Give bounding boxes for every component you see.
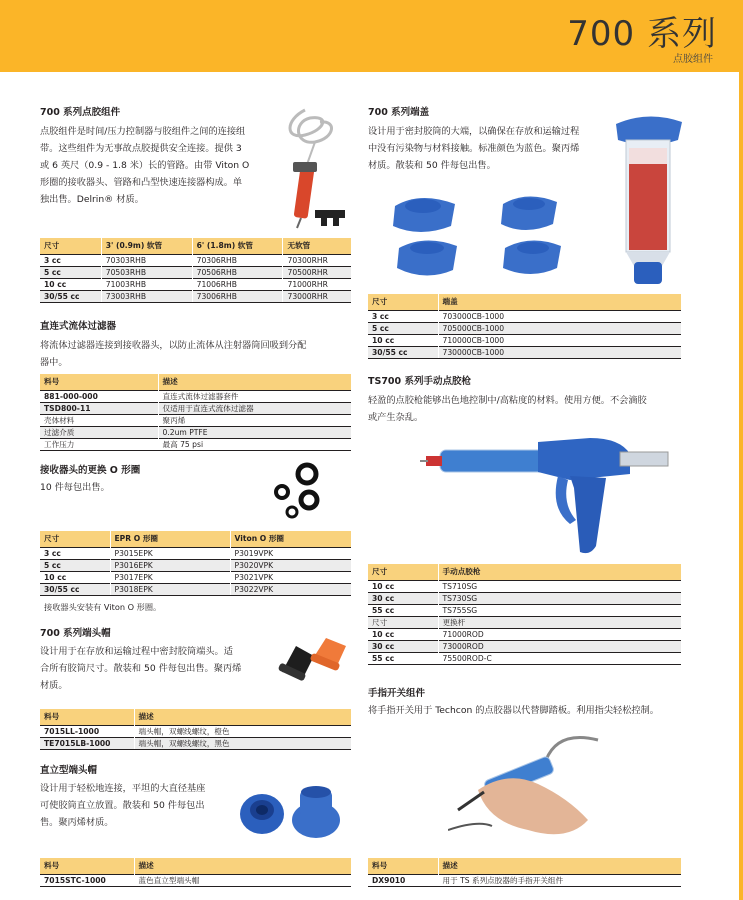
col-header: 尺寸 (40, 531, 110, 547)
col-header: 无软管 (283, 238, 351, 254)
table-row (40, 547, 351, 559)
tip-caps-section (40, 625, 270, 694)
table-cell: P3018EPK (110, 583, 230, 595)
table-row (368, 874, 681, 886)
table-row (40, 571, 351, 583)
dispense-assembly-table (40, 238, 351, 303)
table-cell: 710000CB-1000 (438, 334, 681, 346)
table-row (368, 616, 681, 628)
table-cell: 3 cc (40, 547, 110, 559)
table-cell: 70506RHB (192, 266, 283, 278)
table-cell: 端头帽，双螺线螺纹，黑色 (134, 737, 351, 749)
col-header: 描述 (134, 858, 351, 874)
body-line: 器中。 (40, 357, 68, 368)
finger-switch-section (368, 685, 708, 719)
col-header: 尺寸 (368, 564, 438, 580)
body-line: 将手指开关用于 Techcon 的点胶器以代替脚踏板。利用指尖轻松控制。 (368, 705, 659, 716)
finger-switch-image (448, 730, 618, 850)
tip-caps-image (274, 632, 354, 682)
table-cell: 10 cc (368, 580, 438, 592)
col-header: 手动点胶枪 (438, 564, 681, 580)
upright-caps-section (40, 762, 250, 831)
table-cell: 71000RHR (283, 278, 351, 290)
table-cell: 70306RHB (192, 254, 283, 266)
table-cell: 73000ROD (438, 640, 681, 652)
table-cell: 73000RHR (283, 290, 351, 302)
table-cell: TS755SG (438, 604, 681, 616)
table-row (368, 652, 681, 664)
table-cell: 70503RHB (101, 266, 192, 278)
body-line: 带。这些组件为无事故点胶提供安全连接。提供 3 (40, 143, 242, 154)
table-cell: 10 cc (368, 628, 438, 640)
page-subtitle: 点胶组件 (673, 54, 713, 65)
table-cell: 聚丙烯 (158, 414, 351, 426)
table-cell: 71006RHB (192, 278, 283, 290)
table-row (40, 402, 351, 414)
table-cell: TSD800-11 (40, 402, 158, 414)
body-line: 或产生杂乱。 (368, 412, 424, 423)
table-row (368, 604, 681, 616)
body-line: 合所有胶筒尺寸。散装和 50 件每包出售。聚丙烯 (40, 663, 242, 674)
col-header: EPR O 形圈 (110, 531, 230, 547)
table-cell: 55 cc (368, 604, 438, 616)
col-header: 尺寸 (368, 294, 438, 310)
body-line: 10 件每包出售。 (40, 482, 110, 493)
syringe-end-cap-image (608, 104, 688, 290)
table-cell: 75500ROD-C (438, 652, 681, 664)
o-rings-image (262, 460, 332, 520)
header-banner (0, 0, 743, 72)
table-cell: 7015STC-1000 (40, 874, 134, 886)
table-cell: 仅适用于直连式流体过滤器 (158, 402, 351, 414)
table-row (368, 334, 681, 346)
end-caps-table (368, 294, 681, 359)
table-row (40, 737, 351, 749)
section-heading: 直立型端头帽 (40, 765, 98, 776)
table-cell: 881-000-000 (40, 390, 158, 402)
table-cell: 10 cc (40, 278, 101, 290)
table-cell: TS730SG (438, 592, 681, 604)
table-cell: 73003RHB (101, 290, 192, 302)
right-edge-bar (739, 0, 743, 900)
table-row (40, 438, 351, 450)
table-cell: 7015LL-1000 (40, 725, 134, 737)
section-heading: 接收器头的更换 O 形圈 (40, 465, 141, 476)
table-cell: 30 cc (368, 640, 438, 652)
body-line: 材质。 (40, 680, 68, 691)
body-line: 形圈的接收器头、管路和凸型快速连接器构成。单 (40, 177, 243, 188)
end-caps-section (368, 104, 608, 174)
table-cell: 30/55 cc (40, 290, 101, 302)
table-cell: 5 cc (368, 322, 438, 334)
table-cell: P3017EPK (110, 571, 230, 583)
table-cell: 73006RHB (192, 290, 283, 302)
section-heading: 直连式流体过滤器 (40, 321, 117, 332)
table-cell: P3022VPK (230, 583, 351, 595)
table-cell: 70300RHR (283, 254, 351, 266)
body-line: 售。聚丙烯材质。 (40, 817, 114, 828)
table-row (40, 254, 351, 266)
body-line: 独出售。Delrin® 材质。 (40, 194, 144, 205)
col-header: 料号 (40, 858, 134, 874)
inline-filter-section (40, 318, 360, 371)
table-cell: 30/55 cc (368, 346, 438, 358)
table-cell: 3 cc (40, 254, 101, 266)
col-header: Viton O 形圈 (230, 531, 351, 547)
table-cell: 55 cc (368, 652, 438, 664)
body-line: 中没有污染物与材料接触。标准颜色为蓝色。聚丙烯 (368, 143, 580, 154)
table-row (40, 390, 351, 402)
table-row (368, 580, 681, 592)
table-row (40, 278, 351, 290)
body-line: 设计用于轻松地连接，平坦的大直径基座 (40, 783, 206, 794)
table-cell: 壳体材料 (40, 414, 158, 426)
body-line: 设计用于密封胶筒的大端，以确保在存放和运输过程 (368, 126, 580, 137)
table-cell: 工作压力 (40, 438, 158, 450)
table-cell: 更换杆 (438, 616, 681, 628)
col-header: 描述 (134, 709, 351, 725)
col-header: 6' (1.8m) 软管 (192, 238, 283, 254)
table-cell: 过滤介质 (40, 426, 158, 438)
body-line: 轻盈的点胶枪能够出色地控制中/高粘度的材料。使用方便。不会滴胶 (368, 395, 647, 406)
col-header: 3' (0.9m) 软管 (101, 238, 192, 254)
table-cell: 70303RHB (101, 254, 192, 266)
table-row (40, 414, 351, 426)
col-header: 描述 (158, 374, 351, 390)
table-cell: 尺寸 (368, 616, 438, 628)
table-cell: 最高 75 psi (158, 438, 351, 450)
table-cell: TE7015LB-1000 (40, 737, 134, 749)
table-cell: DX9010 (368, 874, 438, 886)
tip-caps-table (40, 709, 351, 750)
o-rings-table (40, 531, 351, 596)
col-header: 料号 (368, 858, 438, 874)
section-heading: 700 系列点胶组件 (40, 107, 121, 118)
o-rings-section (40, 462, 270, 496)
table-cell: P3015EPK (110, 547, 230, 559)
upright-caps-image (238, 780, 350, 842)
col-header: 尺寸 (40, 238, 101, 254)
table-cell: 5 cc (40, 559, 110, 571)
upright-caps-table (40, 858, 351, 887)
body-line: 设计用于在存放和运输过程中密封胶筒端头。适 (40, 646, 233, 657)
table-cell: 蓝色直立型端头帽 (134, 874, 351, 886)
table-cell: 30 cc (368, 592, 438, 604)
body-line: 点胶组件是时间/压力控制器与胶组件之间的连接组 (40, 126, 246, 137)
table-cell: 10 cc (40, 571, 110, 583)
table-cell: 10 cc (368, 334, 438, 346)
table-cell: 71000ROD (438, 628, 681, 640)
table-cell: P3021VPK (230, 571, 351, 583)
table-cell: P3016EPK (110, 559, 230, 571)
table-row (40, 266, 351, 278)
table-row (40, 583, 351, 595)
table-note: 接收器头安装有 Viton O 形圈。 (44, 602, 162, 612)
finger-switch-table (368, 858, 681, 887)
table-cell: 0.2um PTFE (158, 426, 351, 438)
table-cell: 直连式流体过滤器套件 (158, 390, 351, 402)
page-title: 700 系列 (567, 14, 717, 54)
table-row (40, 725, 351, 737)
table-cell: 703000CB-1000 (438, 310, 681, 322)
col-header: 料号 (40, 709, 134, 725)
table-row (368, 592, 681, 604)
col-header: 料号 (40, 374, 158, 390)
table-row (40, 290, 351, 302)
table-cell: 5 cc (40, 266, 101, 278)
end-caps-image (385, 186, 575, 286)
manual-gun-section (368, 373, 688, 426)
body-line: 或 6 英尺（0.9 - 1.8 米）长的管路。由带 Viton O (40, 160, 250, 171)
section-heading: 手指开关组件 (368, 688, 426, 699)
table-row (368, 640, 681, 652)
table-cell: 3 cc (368, 310, 438, 322)
section-heading: TS700 系列手动点胶枪 (368, 376, 471, 387)
table-row (40, 426, 351, 438)
inline-filter-table (40, 374, 351, 451)
body-line: 将流体过滤器连接到接收器头，以防止流体从注射器筒回吸到分配 (40, 340, 307, 351)
table-row (368, 322, 681, 334)
table-cell: TS710SG (438, 580, 681, 592)
table-cell: 70500RHR (283, 266, 351, 278)
table-row (40, 874, 351, 886)
col-header: 端盖 (438, 294, 681, 310)
table-cell: P3019VPK (230, 547, 351, 559)
table-row (368, 628, 681, 640)
table-cell: 730000CB-1000 (438, 346, 681, 358)
body-line: 材质。散装和 50 件每包出售。 (368, 160, 496, 171)
table-cell: 30/55 cc (40, 583, 110, 595)
section-heading: 700 系列端头帽 (40, 628, 111, 639)
table-cell: 71003RHB (101, 278, 192, 290)
body-line: 可使胶筒直立放置。散装和 50 件每包出 (40, 800, 205, 811)
section-heading: 700 系列端盖 (368, 107, 430, 118)
table-row (368, 310, 681, 322)
table-cell: 705000CB-1000 (438, 322, 681, 334)
col-header: 描述 (438, 858, 681, 874)
table-cell: P3020VPK (230, 559, 351, 571)
table-cell: 端头帽，双螺线螺纹，橙色 (134, 725, 351, 737)
table-row (368, 346, 681, 358)
dispense-assembly-image (275, 100, 360, 230)
table-row (40, 559, 351, 571)
dispensing-gun-image (420, 428, 670, 560)
manual-gun-table (368, 564, 681, 665)
table-cell: 用于 TS 系列点胶器的手指开关组件 (438, 874, 681, 886)
